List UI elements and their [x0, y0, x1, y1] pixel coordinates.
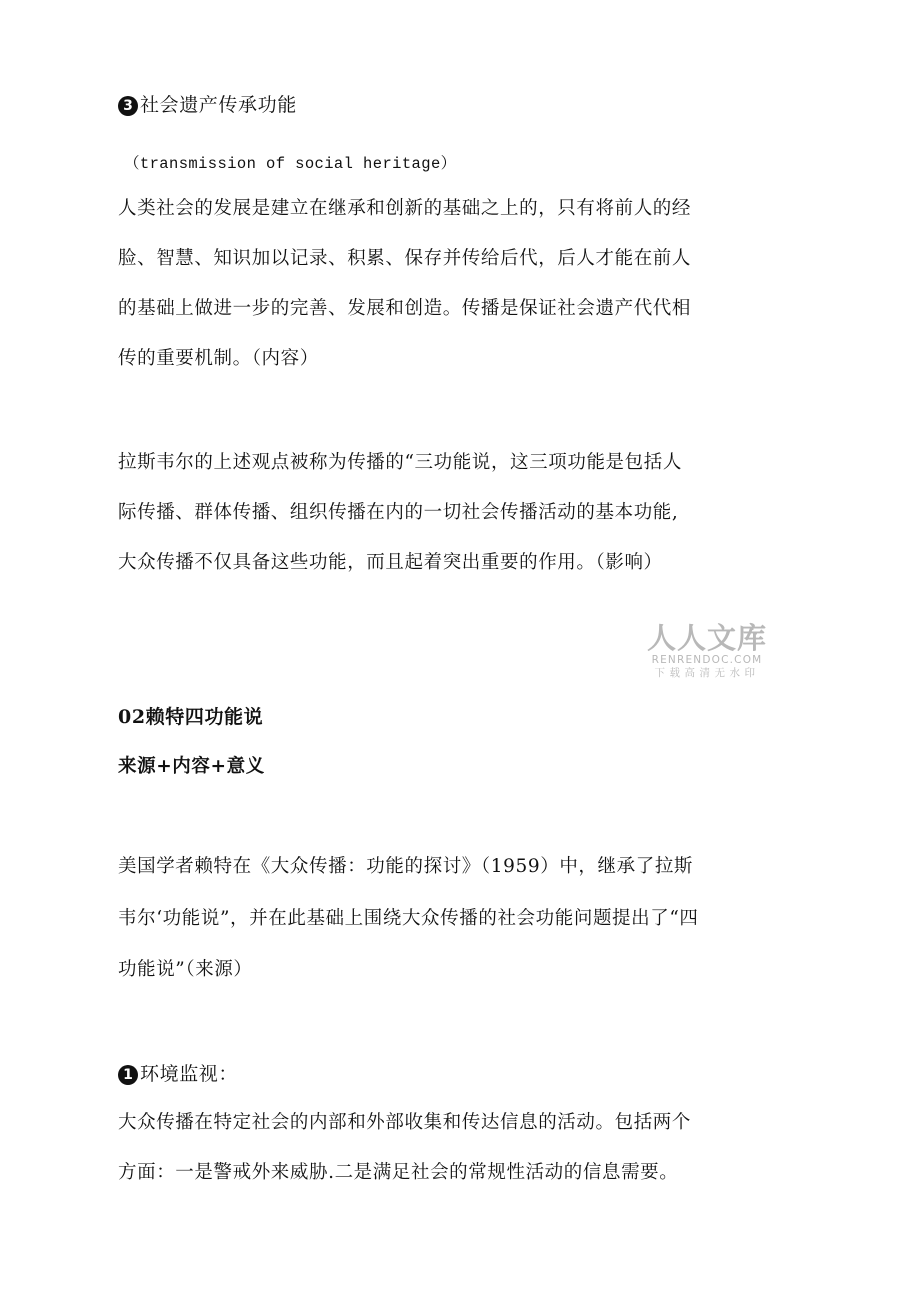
part2-subheading: 来源+内容+意义: [118, 756, 265, 777]
part2-source-line-3: 功能说”（来源）: [118, 959, 253, 980]
summary-line-2: 际传播、群体传播、组织传播在内的一切社会传播活动的基本功能,: [118, 502, 679, 523]
circled-number-3-icon: 3: [118, 96, 138, 116]
watermark-title: 人人文库: [646, 621, 767, 655]
section3-para-line-4: 传的重要机制。（内容）: [118, 348, 319, 369]
item1-title: 环境监视：: [140, 1063, 239, 1085]
section3-para-line-2: 脸、智慧、知识加以记录、积累、保存并传给后代，后人才能在前人: [118, 248, 692, 269]
part2-source-line-2: 韦尔‘功能说”，并在此基础上围绕大众传播的社会功能问题提出了“四: [118, 908, 699, 929]
item1-heading: [118, 1062, 238, 1086]
item1-line-1: 大众传播在特定社会的内部和外部收集和传达信息的活动。包括两个: [118, 1112, 692, 1133]
section3-para-line-3: 的基础上做进一步的完善、发展和创造。传播是保证社会遗产代代相: [118, 298, 692, 319]
section3-title: 社会遗产传承功能: [140, 94, 297, 116]
summary-line-1: 拉斯韦尔的上述观点被称为传播的“三功能说，这三项功能是包括人: [118, 452, 682, 473]
section3-subtitle: （transmission of social heritage）: [124, 155, 457, 173]
watermark-domain: RENRENDOC.COM: [651, 654, 763, 666]
summary-line-3: 大众传播不仅具备这些功能，而且起着突出重要的作用。（影响）: [118, 552, 663, 573]
watermark-slogan: 下载高清无水印: [654, 667, 760, 679]
watermark-logo: [640, 622, 774, 680]
section3-para-line-1: 人类社会的发展是建立在继承和创新的基础之上的，只有将前人的经: [118, 198, 692, 219]
item1-line-2: 方面：一是警戒外来威胁.二是满足社会的常规性活动的信息需要。: [118, 1162, 679, 1183]
part2-heading: 02赖特四功能说: [118, 706, 264, 728]
part2-source-line-1: 美国学者赖特在《大众传播：功能的探讨》（1959）中，继承了拉斯: [118, 856, 694, 877]
section3-heading: [118, 93, 297, 117]
circled-number-1-icon: 1: [118, 1065, 138, 1085]
